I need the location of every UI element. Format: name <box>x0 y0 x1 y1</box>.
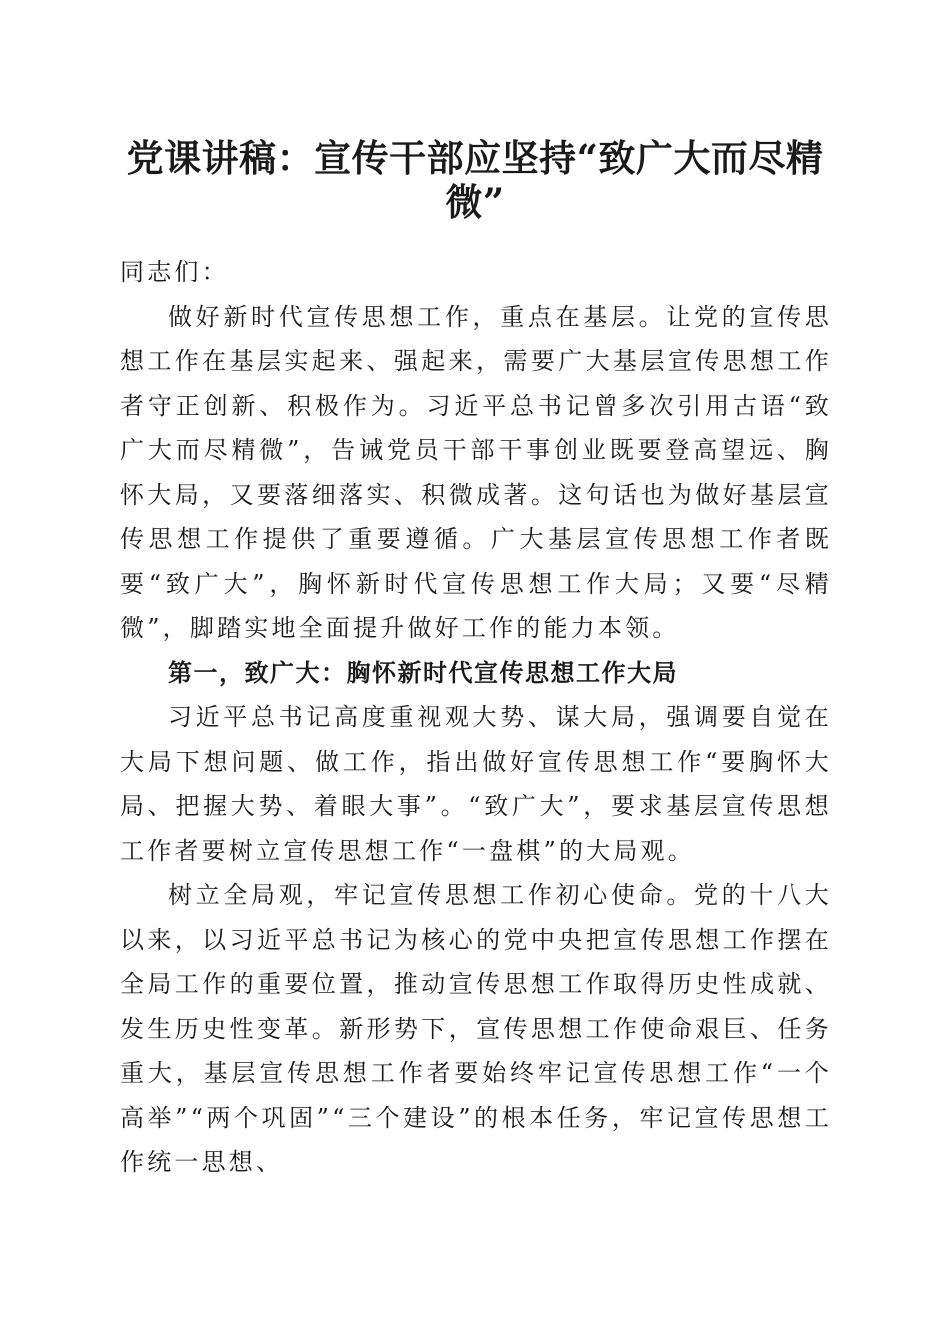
paragraph-intro: 做好新时代宣传思想工作，重点在基层。让党的宣传思想工作在基层实起来、强起来，需要广大基层宣传思想工作者守正创新、积极作为。习近平总书记曾多次引用古语“致广大而尽精微”，告诫党员干部干事创业既要登高望远、胸怀大局，又要落细落实、积微成著。这句话也为做好基层宣传思想工作提供了重要遵循。广大基层宣传思想工作者既要“致广大”，胸怀新时代宣传思想工作大局；又要“尽精微”，脚踏实地全面提升做好工作的能力本领。 <box>120 302 832 642</box>
paragraph-section-intro: 习近平总书记高度重视观大势、谋大局，强调要自觉在大局下想问题、做工作，指出做好宣传思想工作“要胸怀大局、把握大势、着眼大事”。“致广大”，要求基层宣传思想工作者要树立宣传思想工作“一盘棋”的大局观。 <box>120 703 832 865</box>
section-heading: 第一，致广大：胸怀新时代宣传思想工作大局 <box>168 657 678 687</box>
salutation: 同志们： <box>120 258 229 286</box>
document-body <box>120 250 832 1185</box>
paragraph-overall-view: 树立全局观，牢记宣传思想工作初心使命。党的十八大以来，以习近平总书记为核心的党中央把宣传思想工作摆在全局工作的重要位置，推动宣传思想工作取得历史性成就、发生历史性变革。新形势下，宣传思想工作使命艰巨、任务重大，基层宣传思想工作者要始终牢记宣传思想工作“一个高举”“两个巩固”“三个建设”的根本任务，牢记宣传思想工作统一思想、 <box>120 881 832 1176</box>
document-title: 党课讲稿：宣传干部应坚持“致广大而尽精微” <box>126 136 824 224</box>
